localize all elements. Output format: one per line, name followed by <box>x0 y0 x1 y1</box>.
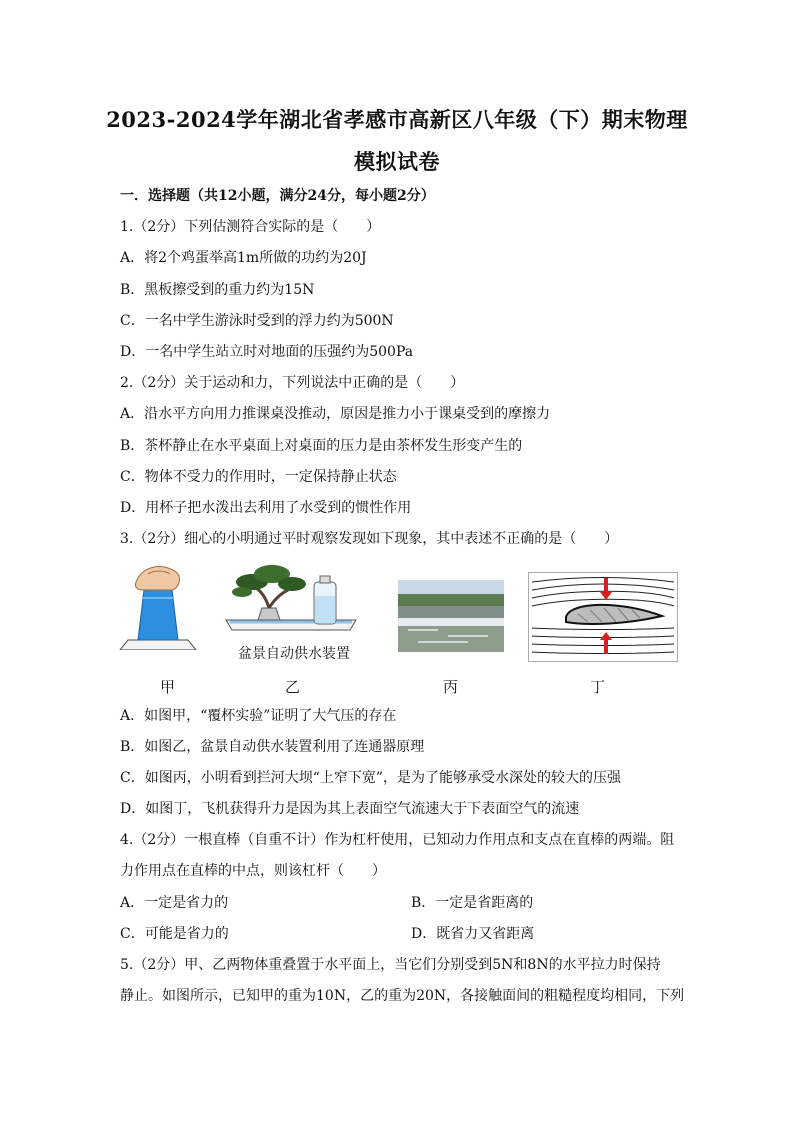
question-3-option-c: C．如图丙，小明看到拦河大坝“上窄下宽”，是为了能够承受水深处的较大的压强 <box>120 770 622 786</box>
question-1-option-a: A．将2个鸡蛋举高1m所做的功约为20J <box>120 250 367 266</box>
question-2-option-c: C．物体不受力的作用时，一定保持静止状态 <box>120 469 397 485</box>
question-1-option-b: B．黑板擦受到的重力约为15N <box>120 282 315 298</box>
question-4-option-c: C．可能是省力的 <box>120 926 229 942</box>
question-2-option-b: B．茶杯静止在水平桌面上对桌面的压力是由茶杯发生形变产生的 <box>120 438 523 454</box>
figure-label-ding: 丁 <box>590 678 606 696</box>
exam-title-line2: 模拟试卷 <box>354 149 440 174</box>
question-1-stem: 1.（2分）下列估测符合实际的是（ ） <box>120 219 381 235</box>
question-1-option-c: C．一名中学生游泳时受到的浮力约为500N <box>120 313 394 329</box>
question-2-option-d: D．用杯子把水泼出去利用了水受到的惯性作用 <box>120 500 412 516</box>
question-4-option-b: B．一定是省距离的 <box>411 895 534 911</box>
figure-yi-bonsai-water-supply <box>222 560 362 636</box>
question-4-stem-line1: 4.（2分）一根直棒（自重不计）作为杠杆使用，已知动力作用点和支点在直棒的两端。阻 <box>120 832 675 848</box>
section-heading: 一．选择题（共12小题，满分24分，每小题2分） <box>120 188 435 204</box>
question-3-option-a: A．如图甲，“覆杯实验”证明了大气压的存在 <box>120 708 397 724</box>
figure-label-jia: 甲 <box>160 678 176 696</box>
figure-jia-cup-experiment <box>118 560 198 650</box>
question-3-stem: 3.（2分）细心的小明通过平时观察发现如下现象，其中表述不正确的是（ ） <box>120 531 619 547</box>
exam-title-line1: 2023-2024学年湖北省孝感市高新区八年级（下）期末物理 <box>106 107 688 132</box>
question-3-option-d: D．如图丁，飞机获得升力是因为其上表面空气流速大于下表面空气的流速 <box>120 801 580 817</box>
question-5-stem-line2: 静止。如图所示，已知甲的重为10N，乙的重为20N，各接触面间的粗糙程度均相同，下列 <box>120 988 685 1004</box>
figure-label-bing: 丙 <box>443 678 459 696</box>
question-4-option-d: D．既省力又省距离 <box>411 926 535 942</box>
question-5-stem-line1: 5.（2分）甲、乙两物体重叠置于水平面上，当它们分别受到5N和8N的水平拉力时保持 <box>120 957 661 973</box>
question-2-option-a: A．沿水平方向用力推课桌没推动，原因是推力小于课桌受到的摩擦力 <box>120 406 551 422</box>
question-2-stem: 2.（2分）关于运动和力，下列说法中正确的是（ ） <box>120 375 465 391</box>
question-1-option-d: D．一名中学生站立时对地面的压强约为500Pa <box>120 344 414 360</box>
question-4-stem-line2: 力作用点在直棒的中点，则该杠杆（ ） <box>120 863 386 879</box>
figure-bing-dam-photo <box>398 580 504 652</box>
figure-yi-caption: 盆景自动供水装置 <box>238 646 350 662</box>
question-4-option-a: A．一定是省力的 <box>120 895 229 911</box>
figure-ding-airfoil-diagram <box>528 572 678 662</box>
figure-label-yi: 乙 <box>285 678 301 696</box>
question-3-option-b: B．如图乙，盆景自动供水装置利用了连通器原理 <box>120 739 425 755</box>
